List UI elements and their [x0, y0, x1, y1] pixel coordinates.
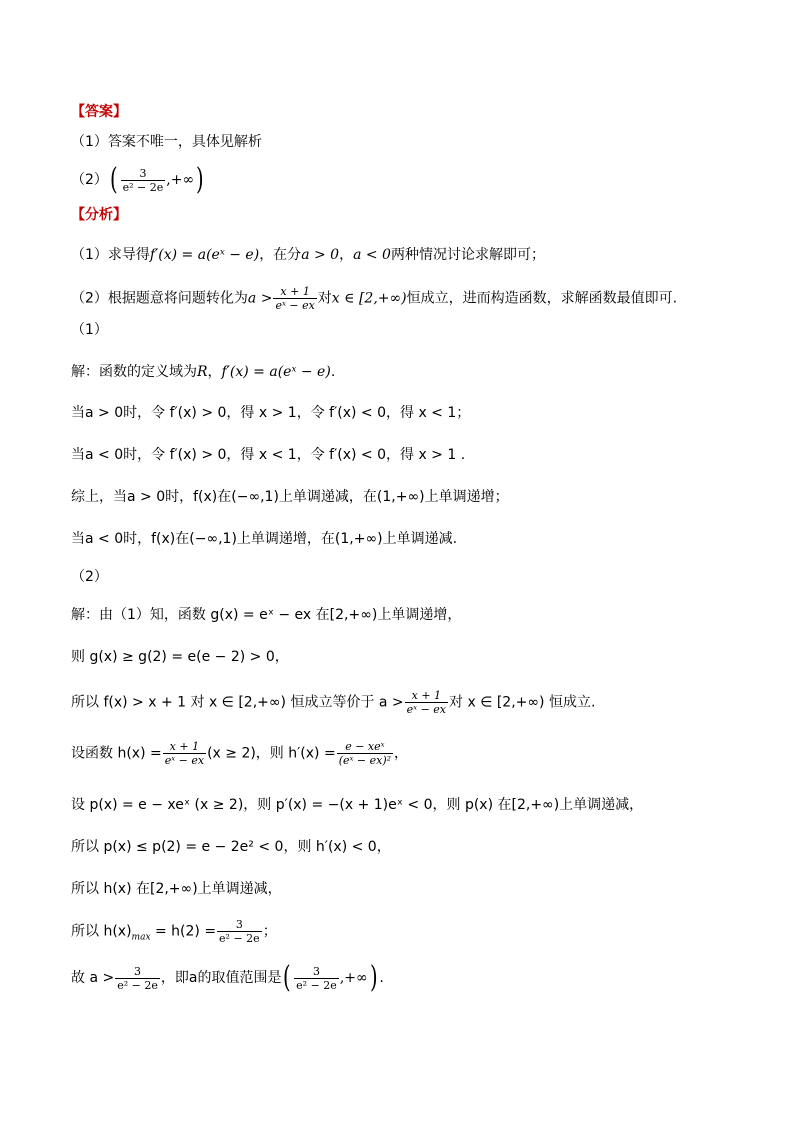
l14-interval-tail: ,+∞ [339, 970, 368, 986]
analysis-1-text-d: 两种情况讨论求解即可； [390, 247, 545, 263]
right-paren: ) [369, 960, 378, 995]
l13-text-c: ； [262, 923, 277, 940]
solution-2-line-2: 则 g(x) ≥ g(2) = e(e − 2) > 0， [71, 649, 289, 665]
analysis-2-math-a: a > [247, 290, 273, 307]
l9-text-a: 设函数 h(x) = [71, 745, 162, 762]
solution-1-line-2: 当a > 0时，令 f′(x) > 0，得 x > 1，令 f′(x) < 0，得 x < 1； [71, 405, 471, 421]
analysis-2-text-c: 恒成立，进而构造函数，求解函数最值即可. [406, 290, 678, 307]
left-paren: ( [109, 162, 118, 197]
sol1-text-b: ， [207, 364, 222, 380]
left-paren: ( [283, 960, 292, 995]
sol1-math-a: R [197, 364, 208, 380]
analysis-1-math-c: a < 0 [353, 247, 391, 263]
l8-text-a: 所以 f(x) > x + 1 对 x ∈ [2,+∞) 恒成立等价于 a > [71, 694, 404, 711]
analysis-1-math-a: f′(x) = a(eˣ − e) [149, 247, 260, 263]
sol1-text-a: 解：函数的定义域为 [71, 364, 197, 380]
analysis-2 [71, 285, 677, 312]
l8-fraction: $\frac{x + 1}{\text{eˣ − ex}}$ [406, 689, 447, 716]
solution-1-line-1 [71, 362, 335, 382]
analysis-2-math-b: x ∈ [2,+∞) [331, 290, 407, 307]
part-1-label: （1） [71, 322, 108, 338]
solution-1-line-5: 当a < 0时，f(x)在(−∞,1)上单调递增，在(1,+∞)上单调递减. [71, 531, 458, 547]
analysis-1 [71, 245, 545, 265]
answer-2 [71, 162, 206, 197]
part-2-label: （2） [71, 569, 108, 585]
analysis-1-math-b: a > 0 [301, 247, 340, 263]
l9-text-b: (x ≥ 2)，则 h′(x) = [207, 745, 336, 762]
answer-2-fraction: $\frac{3}{\text{e² − 2e}}$ [122, 166, 164, 194]
l14-fraction: $\frac{3}{\text{e² − 2e}}$ [117, 964, 158, 992]
sol1-text-c: . [330, 364, 336, 380]
l9-fraction-h: $\frac{x + 1}{\text{eˣ − ex}}$ [164, 740, 205, 767]
answer-2-prefix: （2） [71, 172, 108, 188]
solution-2-line-3 [71, 689, 595, 716]
l14-text-a: 故 a > [71, 970, 115, 986]
solution-2-line-8 [71, 918, 277, 947]
sol1-math-b: f′(x) = a(eˣ − e) [221, 364, 331, 380]
l13-text-b: = h(2) = [150, 923, 217, 940]
l13-text-a: 所以 h(x) [71, 923, 132, 940]
analysis-2-text-b: 对 [317, 290, 332, 307]
solution-2-line-5: 设 p(x) = e − xeˣ (x ≥ 2)，则 p′(x) = −(x + 1)eˣ < 0，则 p(x) 在[2,+∞)上单调递减， [71, 797, 644, 813]
solution-2-line-7: 所以 h(x) 在[2,+∞)上单调递减， [71, 881, 282, 897]
solution-2-line-6: 所以 p(x) ≤ p(2) = e − 2e² < 0，则 h′(x) < 0， [71, 839, 391, 855]
analysis-2-fraction: $\frac{x + 1}{\text{eˣ − ex}}$ [275, 285, 315, 312]
answer-heading: 【答案】 [71, 104, 127, 120]
solution-2-line-1: 解：由（1）知，函数 g(x) = eˣ − ex 在[2,+∞)上单调递增， [71, 607, 462, 623]
analysis-1-text-c: ， [339, 247, 354, 263]
l13-fraction: $\frac{3}{\text{e² − 2e}}$ [219, 918, 260, 945]
l14-text-b: ，即a的取值范围是 [160, 970, 282, 986]
l8-text-b: 对 x ∈ [2,+∞) 恒成立. [449, 694, 596, 711]
analysis-heading: 【分析】 [71, 207, 127, 223]
l14-fraction-interval: $\frac{3}{\text{e² − 2e}}$ [296, 964, 337, 992]
solution-2-line-4 [71, 740, 408, 767]
analysis-1-text-b: ，在分 [259, 247, 302, 263]
solution-2-line-9 [71, 960, 384, 995]
answer-1: （1）答案不唯一，具体见解析 [71, 134, 262, 150]
analysis-1-text-a: （1）求导得 [71, 247, 150, 263]
l9-text-c: ， [394, 745, 409, 762]
answer-2-tail: ,+∞ [166, 172, 195, 188]
solution-1-line-3: 当a < 0时，令 f′(x) > 0，得 x < 1，令 f′(x) < 0，得 x > 1 . [71, 447, 466, 463]
right-paren: ) [196, 162, 204, 197]
analysis-2-text-a: （2）根据题意将问题转化为 [71, 290, 248, 307]
l14-text-c: . [379, 970, 384, 986]
l13-subscript: max [131, 932, 151, 943]
solution-1-line-4: 综上，当a > 0时，f(x)在(−∞,1)上单调递减，在(1,+∞)上单调递增； [71, 489, 509, 505]
l9-fraction-hprime: $\frac{\text{e − xeˣ}}{\text{(eˣ − ex)²}}$ [338, 740, 392, 767]
